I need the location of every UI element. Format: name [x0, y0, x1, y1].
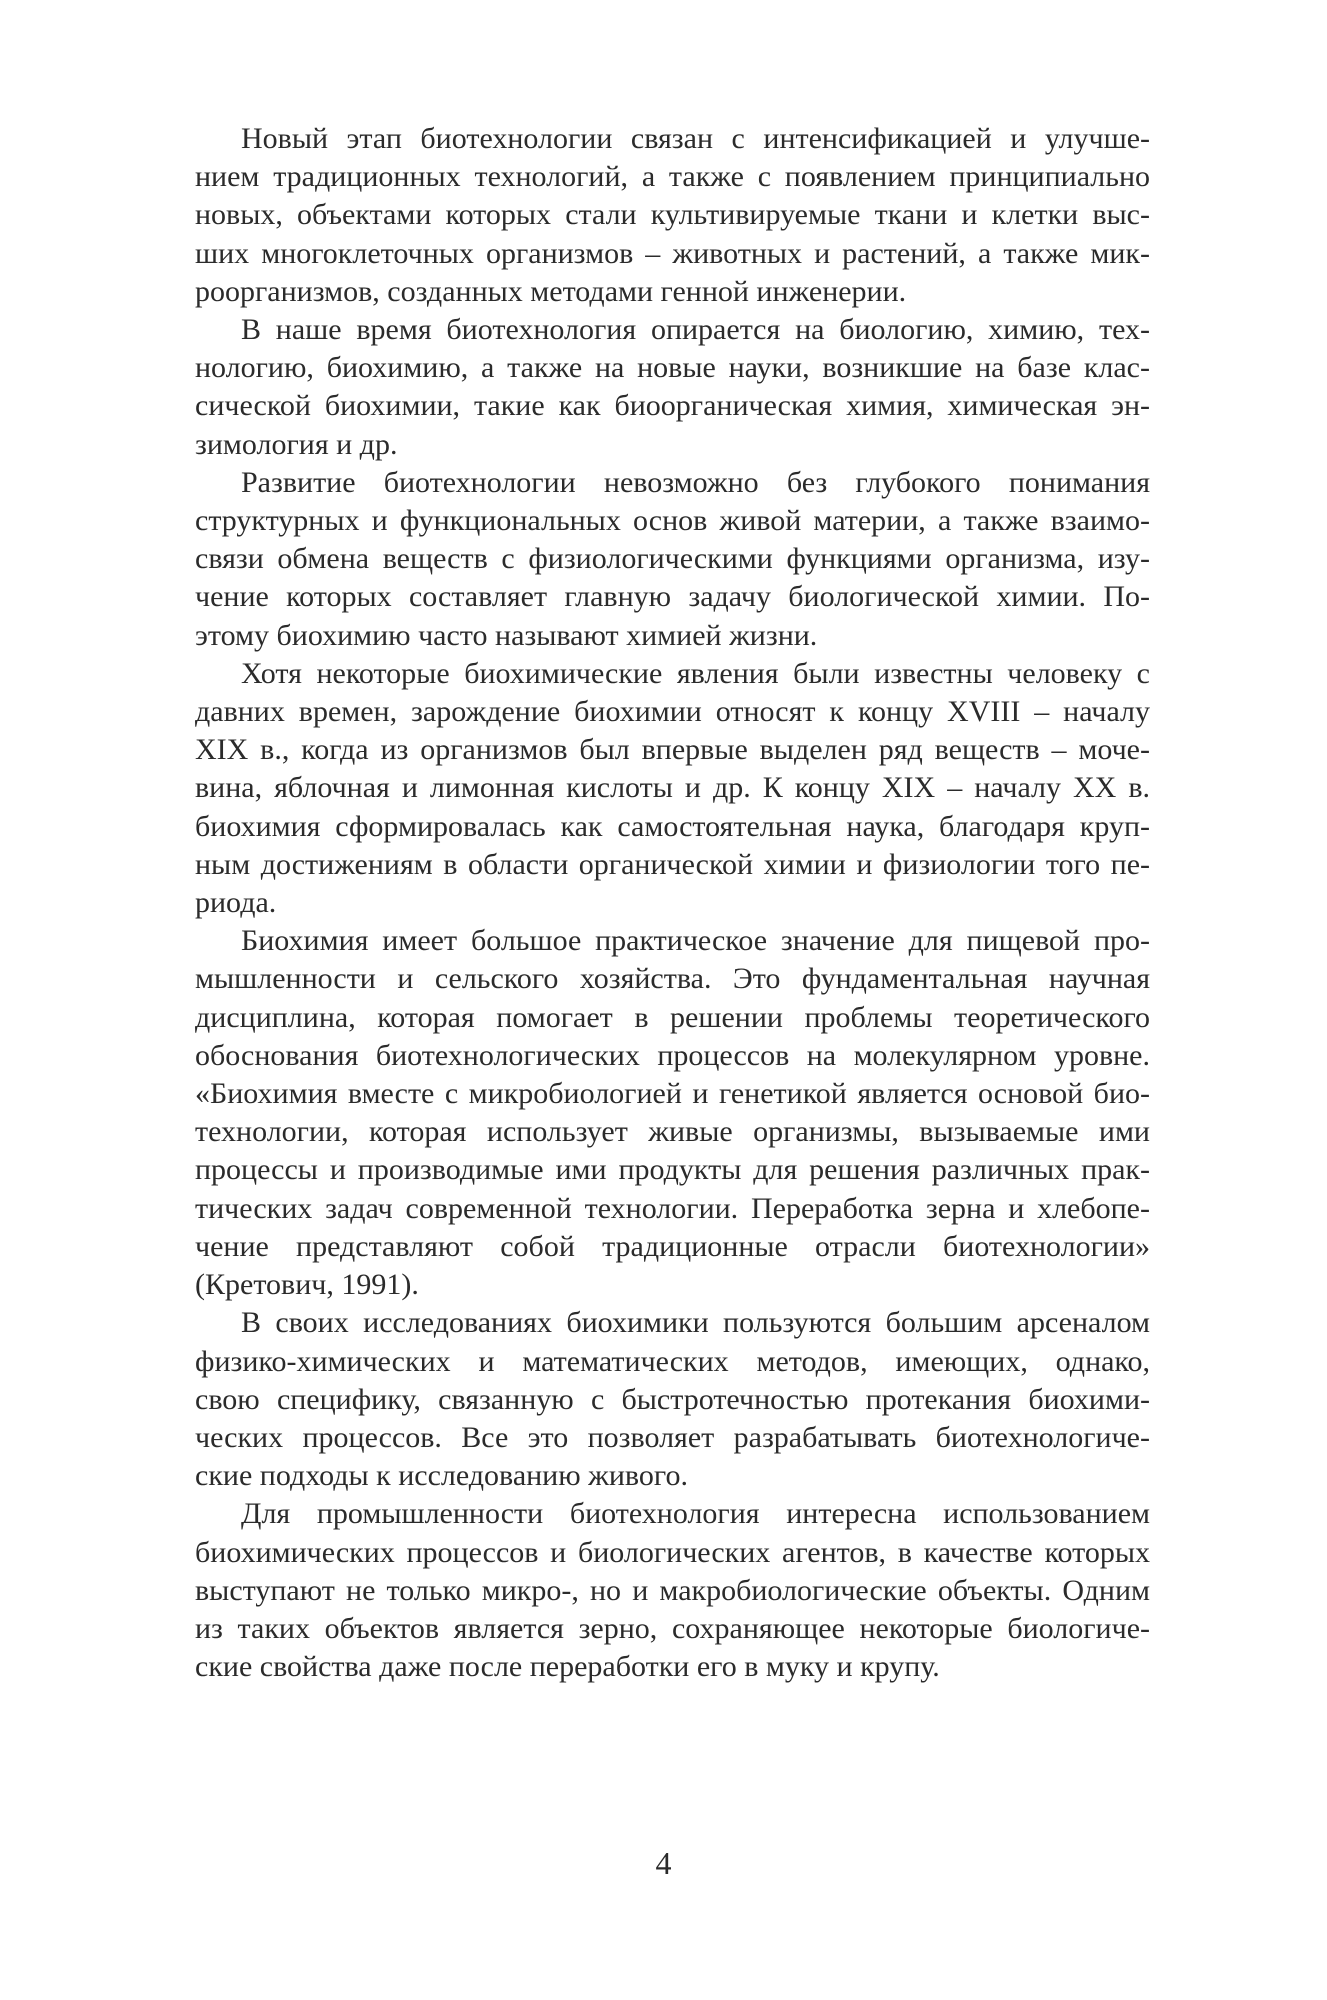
paragraph-5 — [195, 922, 1150, 1304]
text-line: дисциплина, которая помогает в решении проблемы теоретического — [195, 1000, 1150, 1034]
paragraph-7 — [195, 1495, 1150, 1686]
text-line: новых, объектами которых стали культивируемые ткани и клетки выс- — [195, 198, 1150, 232]
text-line: обоснования биотехнологических процессов на молекулярном уровне. — [195, 1038, 1150, 1072]
text-line: вина, яблочная и лимонная кислоты и др. К концу XIX – началу XX в. — [195, 771, 1150, 805]
text-line: В своих исследованиях биохимики пользуются большим арсеналом — [241, 1306, 1150, 1340]
text-line: давних времен, зарождение биохимии относят к концу XVIII – началу — [195, 695, 1150, 729]
text-line: ших многоклеточных организмов – животных и растений, а также мик- — [195, 236, 1150, 270]
text-line: Биохимия имеет большое практическое значение для пищевой про- — [241, 924, 1150, 958]
page-body — [195, 120, 1150, 1686]
text-line: выступают не только микро-, но и макробиологические объекты. Одним — [195, 1573, 1150, 1607]
text-line: (Кретович, 1991). — [195, 1268, 419, 1302]
text-line: тических задач современной технологии. Переработка зерна и хлебопе- — [195, 1191, 1150, 1225]
page-number: 4 — [655, 1845, 672, 1881]
text-line: чение которых составляет главную задачу биологической химии. По- — [195, 580, 1150, 614]
text-line: «Биохимия вместе с микробиологией и генетикой является основой био- — [195, 1077, 1150, 1111]
text-line: нологию, биохимию, а также на новые науки, возникшие на базе клас- — [195, 351, 1150, 385]
text-line: связи обмена веществ с физиологическими функциями организма, изу- — [195, 542, 1150, 576]
text-line: свою специфику, связанную с быстротечностью протекания биохими- — [195, 1382, 1150, 1416]
paragraph-4 — [195, 655, 1150, 922]
text-line: технологии, которая использует живые организмы, вызываемые ими — [195, 1115, 1150, 1149]
text-line: сической биохимии, такие как биоорганическая химия, химическая эн- — [195, 389, 1150, 423]
text-line: Для промышленности биотехнология интересна использованием — [241, 1497, 1150, 1531]
text-line: роорганизмов, созданных методами генной инженерии. — [195, 274, 907, 308]
text-line: Хотя некоторые биохимические явления были известны человеку с — [241, 656, 1150, 690]
paragraph-3 — [195, 464, 1150, 655]
text-line: XIX в., когда из организмов был впервые выделен ряд веществ – моче- — [195, 733, 1150, 767]
text-line: биохимия сформировалась как самостоятельная наука, благодаря круп- — [195, 809, 1150, 843]
text-line: В наше время биотехнология опирается на биологию, химию, тех- — [241, 313, 1150, 347]
text-line: ным достижениям в области органической химии и физиологии того пе- — [195, 847, 1150, 881]
text-line: структурных и функциональных основ живой материи, а также взаимо- — [195, 504, 1150, 538]
text-line: ские подходы к исследованию живого. — [195, 1459, 688, 1493]
text-line: зимология и др. — [195, 427, 398, 461]
text-line: риода. — [195, 886, 277, 920]
text-line: Новый этап биотехнологии связан с интенсификацией и улучше- — [241, 122, 1150, 155]
text-line: мышленности и сельского хозяйства. Это фундаментальная научная — [195, 962, 1150, 996]
paragraph-2 — [195, 311, 1150, 464]
text-line: физико-химических и математических методов, имеющих, однако, — [195, 1344, 1150, 1378]
paragraph-1 — [195, 120, 1150, 311]
text-line: этому биохимию часто называют химией жизни. — [195, 618, 818, 652]
text-line: чение представляют собой традиционные отрасли биотехнологии» — [195, 1229, 1150, 1263]
text-line: нием традиционных технологий, а также с появлением принципиально — [195, 160, 1150, 194]
text-line: из таких объектов является зерно, сохраняющее некоторые биологиче- — [195, 1611, 1150, 1645]
text-line: ческих процессов. Все это позволяет разрабатывать биотехнологиче- — [195, 1420, 1150, 1454]
text-line: процессы и производимые ими продукты для решения различных прак- — [195, 1153, 1150, 1187]
paragraph-6 — [195, 1304, 1150, 1495]
text-line: Развитие биотехнологии невозможно без глубокого понимания — [241, 465, 1150, 499]
text-line: биохимических процессов и биологических агентов, в качестве которых — [195, 1535, 1150, 1569]
text-line: ские свойства даже после переработки его в муку и крупу. — [195, 1650, 940, 1684]
